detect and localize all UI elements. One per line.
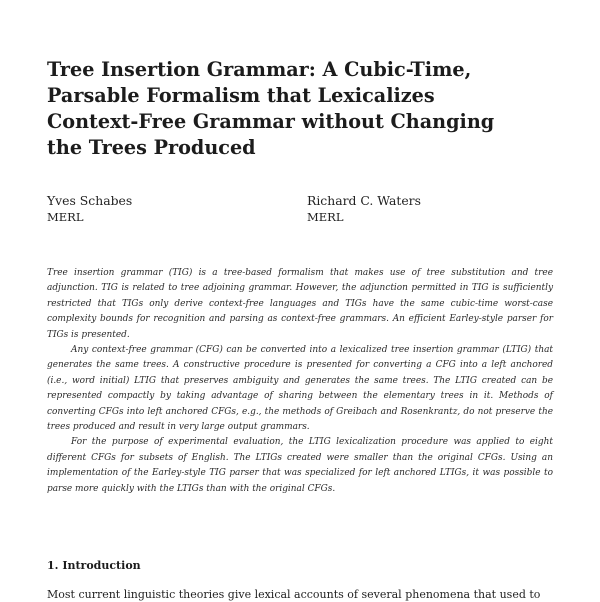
abstract: [47, 266, 553, 497]
author-name: Richard C. Waters: [307, 193, 421, 208]
abstract-paragraph: Tree insertion grammar (TIG) is a tree-based formalism that makes use of tree substitution and tree adjunction. TIG is related to tree adjoining grammar. However, the adjunction permitted in TIG is sufficiently restricted that TIGs only derive context-free languages and TIGs have the same cubic-time worst-case complexity bounds for recognition and parsing as context-free grammars. An efficient Earley-style parser for TIGs is presented.: [47, 268, 553, 340]
author-block: [47, 193, 132, 225]
body-paragraph: Most current linguistic theories give lexical accounts of several phenomena that used to: [47, 588, 541, 601]
title-line: Parsable Formalism that Lexicalizes: [47, 84, 435, 107]
paper-title: [47, 57, 557, 161]
section-heading: 1. Introduction: [47, 559, 141, 572]
author-block: [307, 193, 421, 225]
abstract-paragraph: Any context-free grammar (CFG) can be converted into a lexicalized tree insertion grammar (LTIG) that generates the same trees. A constructive procedure is presented for converting a CFG into a left anchored (i.e., word initial) LTIG that preserves ambiguity and generates the same trees. The LTIG created can be represented compactly by taking advantage of sharing between the elementary trees in it. Methods of converting CFGs into left anchored CFGs, e.g., the methods of Greibach and Rosenkrantz, do not preserve the trees produced and result in very large output grammars.: [47, 345, 553, 433]
author-name: Yves Schabes: [47, 193, 133, 208]
author-affiliation: MERL: [307, 210, 344, 224]
title-line: the Trees Produced: [47, 136, 256, 159]
author-affiliation: MERL: [47, 210, 84, 224]
title-line: Context-Free Grammar without Changing: [47, 110, 495, 133]
title-line: Tree Insertion Grammar: A Cubic-Time,: [47, 58, 472, 81]
abstract-paragraph: For the purpose of experimental evaluation, the LTIG lexicalization procedure was applied to eight different CFGs for subsets of English. The LTIGs created were smaller than the original CFGs. Using an implementation of the Earley-style TIG parser that was specialized for left anchored LTIGs, it was possible to parse more quickly with the LTIGs than with the original CFGs.: [47, 437, 553, 494]
